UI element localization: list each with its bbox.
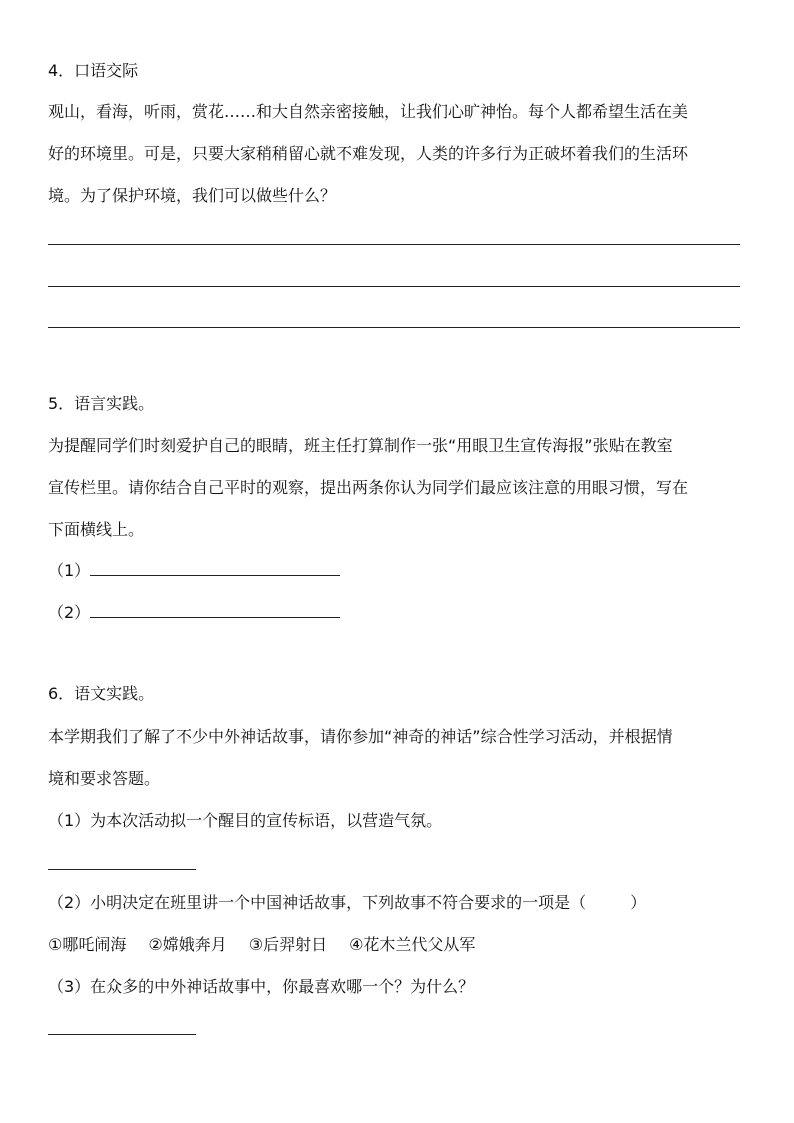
q6-line-2: 境和要求答题。 — [48, 769, 161, 788]
q5-item-2 — [48, 603, 340, 623]
q5-item-1 — [48, 561, 340, 581]
q5-line-1: 为提醒同学们时刻爱护自己的眼睛，班主任打算制作一张“用眼卫生宣传海报”张贴在教室 — [48, 436, 673, 455]
q5-item-2-label: （2） — [48, 603, 91, 622]
q4-answer-line-1[interactable] — [48, 244, 740, 245]
q4-answer-line-2[interactable] — [48, 286, 740, 287]
q6-sub-3-answer-line[interactable] — [48, 1034, 196, 1035]
q6-options — [48, 935, 497, 955]
q5-line-2: 宣传栏里。请你结合自己平时的观察，提出两条你认为同学们最应该注意的用眼习惯，写在 — [48, 478, 689, 497]
q6-option-4: ④花木兰代父从军 — [349, 935, 476, 954]
q6-sub-2-close: ） — [630, 893, 647, 912]
q6-sub-1: （1）为本次活动拟一个醒目的宣传标语，以营造气氛。 — [48, 811, 443, 830]
q5-item-2-blank[interactable] — [90, 603, 340, 618]
q6-sub-1-answer-line[interactable] — [48, 869, 196, 870]
q4-line-2: 好的环境里。可是，只要大家稍稍留心就不难发现，人类的许多行为正破坏着我们的生活环 — [48, 144, 689, 163]
q4-answer-line-3[interactable] — [48, 327, 740, 328]
q6-title: 6．语文实践。 — [48, 684, 155, 703]
q5-item-1-label: （1） — [48, 561, 91, 580]
q6-option-1: ①哪吒闹海 — [48, 935, 127, 954]
q6-sub-2-text: （2）小明决定在班里讲一个中国神话故事，下列故事不符合要求的一项是（ — [48, 893, 587, 912]
q6-line-1: 本学期我们了解了不少中外神话故事，请你参加“神奇的神话”综合性学习活动，并根据情 — [48, 727, 673, 746]
q4-line-1: 观山，看海，听雨，赏花……和大自然亲密接触，让我们心旷神怡。每个人都希望生活在美 — [48, 102, 689, 121]
q4-line-3: 境。为了保护环境，我们可以做些什么？ — [48, 186, 337, 205]
q6-sub-2 — [48, 893, 646, 913]
q6-option-3: ③后羿射日 — [248, 935, 328, 954]
q5-line-3: 下面横线上。 — [48, 520, 145, 539]
q6-sub-3: （3）在众多的中外神话故事中，你最喜欢哪一个？为什么？ — [48, 977, 475, 996]
q4-title: 4．口语交际 — [48, 61, 139, 80]
q6-option-2: ②嫦娥奔月 — [148, 935, 227, 954]
q5-item-1-blank[interactable] — [90, 561, 340, 576]
q5-title: 5．语言实践。 — [48, 394, 155, 413]
